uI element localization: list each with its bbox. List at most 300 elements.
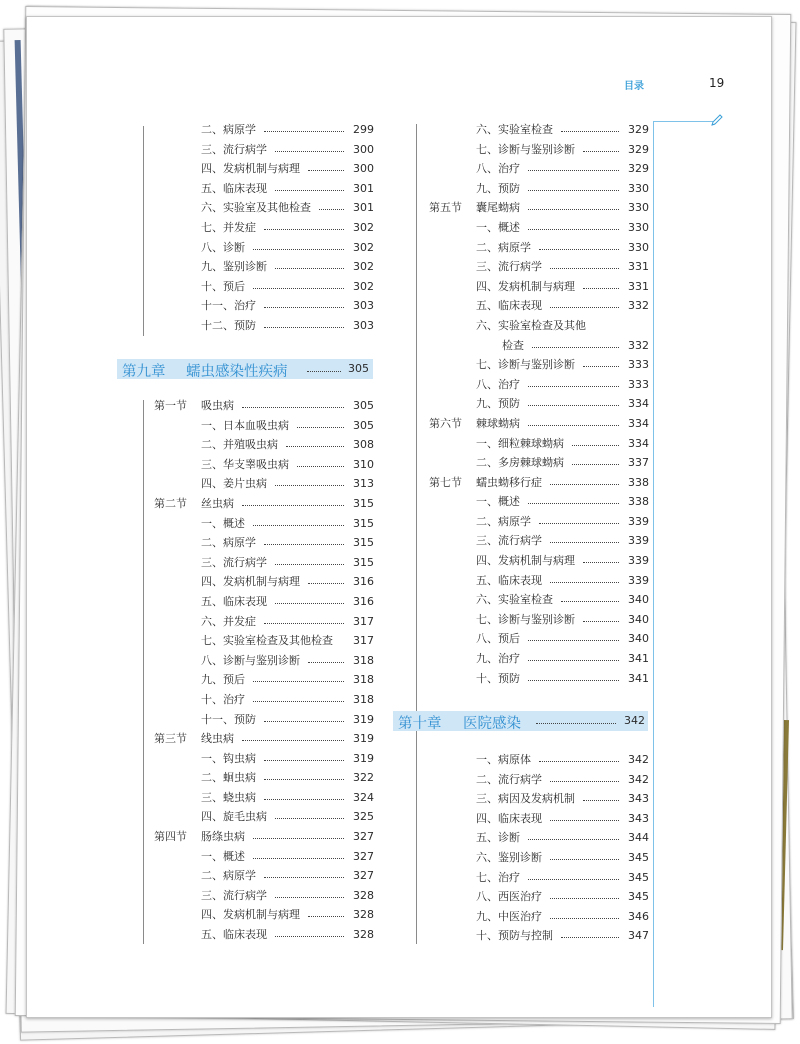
chapter-heading[interactable] bbox=[393, 711, 648, 731]
entry-title: 五、临床表现 bbox=[201, 181, 267, 195]
entry-title: 二、病原学 bbox=[476, 240, 531, 254]
toc-entry-row[interactable] bbox=[154, 925, 374, 945]
dot-leader bbox=[528, 405, 619, 406]
toc-entry-row[interactable] bbox=[154, 277, 374, 297]
toc-entry-row[interactable] bbox=[154, 768, 374, 788]
dot-leader bbox=[528, 839, 619, 840]
dot-leader bbox=[264, 779, 344, 780]
entry-title: 一、概述 bbox=[476, 495, 520, 509]
entry-title: 三、流行病学 bbox=[476, 260, 542, 274]
chapter-title: 医院感染 bbox=[463, 716, 521, 732]
dot-leader bbox=[319, 209, 344, 210]
entry-page: 319 bbox=[353, 751, 374, 765]
entry-title: 一、概述 bbox=[476, 220, 520, 234]
toc-entry-row[interactable] bbox=[429, 907, 649, 927]
entry-page: 316 bbox=[353, 594, 374, 608]
toc-entry-row[interactable] bbox=[429, 336, 649, 356]
entry-title: 二、多房棘球蚴病 bbox=[476, 456, 564, 470]
dot-leader bbox=[308, 916, 344, 917]
chapter-page: 305 bbox=[348, 362, 369, 375]
entry-page: 301 bbox=[353, 201, 374, 215]
entry-title: 二、并殖吸虫病 bbox=[201, 438, 278, 452]
toc-entry-row[interactable] bbox=[154, 651, 374, 671]
entry-title: 八、西医治疗 bbox=[476, 890, 542, 904]
toc-list-right-top bbox=[429, 120, 649, 688]
section-number: 第四节 bbox=[154, 830, 187, 844]
toc-section-row[interactable] bbox=[154, 729, 374, 749]
entry-title: 一、细粒棘球蚴病 bbox=[476, 436, 564, 450]
dot-leader bbox=[583, 288, 619, 289]
entry-title: 二、蛔虫病 bbox=[201, 771, 256, 785]
entry-page: 333 bbox=[628, 377, 649, 391]
entry-title: 一、钩虫病 bbox=[201, 751, 256, 765]
dot-leader bbox=[550, 307, 619, 308]
toc-entry-row[interactable] bbox=[429, 887, 649, 907]
section-number: 第二节 bbox=[154, 496, 187, 510]
entry-title: 八、诊断与鉴别诊断 bbox=[201, 653, 300, 667]
toc-entry-row[interactable] bbox=[154, 455, 374, 475]
entry-page: 340 bbox=[628, 593, 649, 607]
entry-title: 二、病原学 bbox=[201, 536, 256, 550]
entry-title: 四、旋毛虫病 bbox=[201, 810, 267, 824]
entry-page: 346 bbox=[628, 909, 649, 923]
entry-title: 三、蛲虫病 bbox=[201, 790, 256, 804]
dot-leader bbox=[275, 564, 344, 565]
entry-page: 339 bbox=[628, 554, 649, 568]
entry-page: 339 bbox=[628, 534, 649, 548]
entry-page: 317 bbox=[353, 614, 374, 628]
entry-page: 302 bbox=[353, 260, 374, 274]
dot-leader bbox=[583, 366, 619, 367]
toc-list-left-top bbox=[154, 120, 374, 336]
entry-page: 339 bbox=[628, 573, 649, 587]
chapter-number: 第九章 bbox=[122, 364, 166, 380]
toc-entry-row[interactable] bbox=[429, 218, 649, 238]
toc-entry-row[interactable] bbox=[154, 553, 374, 573]
entry-title: 囊尾蚴病 bbox=[476, 201, 520, 215]
entry-page: 303 bbox=[353, 318, 374, 332]
toc-entry-row[interactable] bbox=[429, 512, 649, 532]
entry-page: 327 bbox=[353, 849, 374, 863]
dot-leader bbox=[242, 407, 344, 408]
entry-page: 315 bbox=[353, 516, 374, 530]
section-number: 第五节 bbox=[429, 201, 462, 215]
toc-entry-row[interactable] bbox=[154, 847, 374, 867]
entry-title: 四、发病机制与病理 bbox=[201, 908, 300, 922]
pencil-icon bbox=[710, 113, 724, 127]
dot-leader bbox=[528, 386, 619, 387]
entry-page: 344 bbox=[628, 831, 649, 845]
entry-title: 检查 bbox=[502, 338, 524, 352]
dot-leader bbox=[275, 268, 344, 269]
entry-title: 七、实验室检查及其他检查 bbox=[201, 634, 333, 648]
toc-entry-row[interactable] bbox=[429, 750, 649, 770]
toc-entry-row[interactable] bbox=[429, 669, 649, 689]
entry-title: 十、预防与控制 bbox=[476, 929, 553, 943]
entry-title: 八、治疗 bbox=[476, 377, 520, 391]
entry-title: 五、临床表现 bbox=[476, 299, 542, 313]
toc-entry-row[interactable] bbox=[429, 551, 649, 571]
entry-page: 341 bbox=[628, 652, 649, 666]
entry-title: 四、发病机制与病理 bbox=[201, 575, 300, 589]
dot-leader bbox=[264, 229, 344, 230]
dot-leader bbox=[550, 268, 619, 269]
toc-entry-row[interactable] bbox=[429, 375, 649, 395]
entry-title: 丝虫病 bbox=[201, 496, 234, 510]
toc-entry-row[interactable] bbox=[154, 690, 374, 710]
toc-entry-row[interactable] bbox=[429, 296, 649, 316]
entry-title: 七、并发症 bbox=[201, 220, 256, 234]
running-header-title: 目录 bbox=[624, 81, 644, 92]
dot-leader bbox=[550, 820, 619, 821]
entry-title: 四、发病机制与病理 bbox=[476, 279, 575, 293]
entry-page: 302 bbox=[353, 220, 374, 234]
entry-title: 肠绦虫病 bbox=[201, 830, 245, 844]
entry-page: 315 bbox=[353, 496, 374, 510]
chapter-page: 342 bbox=[624, 714, 645, 727]
toc-page bbox=[26, 16, 772, 1018]
entry-title: 七、诊断与鉴别诊断 bbox=[476, 142, 575, 156]
toc-entry-row[interactable] bbox=[154, 533, 374, 553]
dot-leader bbox=[561, 601, 619, 602]
toc-entry-row[interactable] bbox=[429, 926, 649, 946]
toc-entry-row[interactable] bbox=[429, 809, 649, 829]
toc-entry-row[interactable] bbox=[429, 257, 649, 277]
entry-page: 327 bbox=[353, 830, 374, 844]
toc-entry-row[interactable] bbox=[154, 710, 374, 730]
entry-page: 333 bbox=[628, 358, 649, 372]
toc-entry-row[interactable] bbox=[154, 788, 374, 808]
dot-leader bbox=[536, 723, 616, 724]
entry-page: 324 bbox=[353, 790, 374, 804]
entry-page: 322 bbox=[353, 771, 374, 785]
toc-list-right-bottom bbox=[429, 750, 649, 946]
toc-entry-row[interactable] bbox=[154, 886, 374, 906]
entry-title: 十一、预防 bbox=[201, 712, 256, 726]
toc-entry-row[interactable] bbox=[154, 296, 374, 316]
toc-entry-row[interactable] bbox=[154, 514, 374, 534]
toc-section-row[interactable] bbox=[429, 198, 649, 218]
guide-line-horizontal bbox=[653, 121, 713, 122]
toc-entry-row[interactable] bbox=[429, 868, 649, 888]
column-rule bbox=[143, 400, 144, 944]
entry-title: 九、治疗 bbox=[476, 652, 520, 666]
entry-title: 蠕虫蚴移行症 bbox=[476, 475, 542, 489]
entry-page: 305 bbox=[353, 399, 374, 412]
entry-page: 319 bbox=[353, 732, 374, 746]
dot-leader bbox=[583, 151, 619, 152]
dot-leader bbox=[539, 761, 619, 762]
toc-list-left-bottom bbox=[154, 396, 374, 945]
dot-leader bbox=[253, 858, 344, 859]
dot-leader bbox=[275, 818, 344, 819]
dot-leader bbox=[528, 190, 619, 191]
dot-leader bbox=[264, 799, 344, 800]
entry-title: 一、病原体 bbox=[476, 753, 531, 766]
dot-leader bbox=[275, 151, 344, 152]
toc-entry-row[interactable] bbox=[429, 531, 649, 551]
section-number: 第六节 bbox=[429, 416, 462, 430]
entry-page: 299 bbox=[353, 123, 374, 136]
entry-page: 331 bbox=[628, 260, 649, 274]
entry-page: 332 bbox=[628, 338, 649, 352]
dot-leader bbox=[264, 327, 344, 328]
toc-entry-row[interactable] bbox=[429, 649, 649, 669]
entry-title: 三、流行病学 bbox=[201, 888, 267, 902]
chapter-number: 第十章 bbox=[398, 716, 442, 732]
entry-title: 三、流行病学 bbox=[201, 142, 267, 156]
toc-entry-row[interactable] bbox=[154, 866, 374, 886]
entry-page: 329 bbox=[628, 142, 649, 156]
entry-page: 347 bbox=[628, 929, 649, 943]
toc-entry-row[interactable] bbox=[154, 316, 374, 336]
entry-title: 七、治疗 bbox=[476, 870, 520, 884]
entry-title: 六、实验室检查 bbox=[476, 593, 553, 607]
entry-title: 十、治疗 bbox=[201, 692, 245, 706]
dot-leader bbox=[528, 170, 619, 171]
toc-entry-row[interactable] bbox=[429, 629, 649, 649]
dot-leader bbox=[253, 525, 344, 526]
entry-title: 一、日本血吸虫病 bbox=[201, 418, 289, 432]
entry-title: 九、预防 bbox=[476, 181, 520, 195]
dot-leader bbox=[583, 621, 619, 622]
entry-title: 十二、预防 bbox=[201, 318, 256, 332]
entry-title: 三、流行病学 bbox=[201, 555, 267, 569]
entry-page: 328 bbox=[353, 928, 374, 942]
toc-entry-row[interactable] bbox=[429, 355, 649, 375]
entry-page: 330 bbox=[628, 220, 649, 234]
entry-title: 九、预后 bbox=[201, 673, 245, 687]
entry-page: 316 bbox=[353, 575, 374, 589]
toc-entry-row[interactable] bbox=[154, 592, 374, 612]
toc-entry-row[interactable] bbox=[429, 590, 649, 610]
entry-title: 三、华支睾吸虫病 bbox=[201, 457, 289, 471]
toc-section-row[interactable] bbox=[429, 473, 649, 493]
toc-entry-row[interactable] bbox=[154, 807, 374, 827]
dot-leader bbox=[550, 542, 619, 543]
toc-entry-row[interactable] bbox=[429, 610, 649, 630]
toc-entry-row[interactable] bbox=[429, 848, 649, 868]
entry-page: 330 bbox=[628, 240, 649, 254]
entry-page: 329 bbox=[628, 162, 649, 176]
toc-entry-row[interactable] bbox=[154, 612, 374, 632]
entry-title: 一、概述 bbox=[201, 516, 245, 530]
toc-entry-row[interactable] bbox=[154, 257, 374, 277]
entry-title: 四、姜片虫病 bbox=[201, 477, 267, 491]
entry-page: 319 bbox=[353, 712, 374, 726]
entry-page: 300 bbox=[353, 162, 374, 176]
dot-leader bbox=[572, 445, 619, 446]
entry-title: 二、病原学 bbox=[201, 123, 256, 136]
entry-page: 342 bbox=[628, 753, 649, 766]
dot-leader bbox=[550, 918, 619, 919]
entry-page: 300 bbox=[353, 142, 374, 156]
entry-title: 二、病原学 bbox=[476, 514, 531, 528]
dot-leader bbox=[308, 583, 344, 584]
dot-leader bbox=[583, 562, 619, 563]
entry-page: 302 bbox=[353, 240, 374, 254]
entry-title: 十、预防 bbox=[476, 671, 520, 685]
dot-leader bbox=[550, 484, 619, 485]
toc-entry-row[interactable] bbox=[154, 631, 374, 651]
entry-title: 九、中医治疗 bbox=[476, 909, 542, 923]
entry-page: 330 bbox=[628, 181, 649, 195]
entry-title: 一、概述 bbox=[201, 849, 245, 863]
entry-page: 337 bbox=[628, 456, 649, 470]
entry-title: 三、流行病学 bbox=[476, 534, 542, 548]
entry-page: 308 bbox=[353, 438, 374, 452]
toc-section-row[interactable] bbox=[154, 494, 374, 514]
dot-leader bbox=[275, 190, 344, 191]
dot-leader bbox=[583, 800, 619, 801]
toc-entry-row[interactable] bbox=[154, 905, 374, 925]
entry-page: 338 bbox=[628, 475, 649, 489]
dot-leader bbox=[528, 660, 619, 661]
entry-title: 八、诊断 bbox=[201, 240, 245, 254]
entry-page: 345 bbox=[628, 870, 649, 884]
dot-leader bbox=[264, 721, 344, 722]
entry-page: 341 bbox=[628, 671, 649, 685]
entry-page: 329 bbox=[628, 123, 649, 136]
entry-title: 二、病原学 bbox=[201, 869, 256, 883]
toc-entry-row[interactable] bbox=[429, 316, 649, 336]
dot-leader bbox=[539, 249, 619, 250]
dot-leader bbox=[253, 701, 344, 702]
entry-page: 318 bbox=[353, 692, 374, 706]
entry-page: 328 bbox=[353, 888, 374, 902]
entry-page: 305 bbox=[353, 418, 374, 432]
entry-page: 330 bbox=[628, 201, 649, 215]
dot-leader bbox=[532, 347, 619, 348]
entry-title: 四、临床表现 bbox=[476, 811, 542, 825]
toc-entry-row[interactable] bbox=[154, 218, 374, 238]
dot-leader bbox=[308, 662, 344, 663]
dot-leader bbox=[528, 503, 619, 504]
entry-page: 315 bbox=[353, 555, 374, 569]
entry-title: 九、鉴别诊断 bbox=[201, 260, 267, 274]
toc-entry-row[interactable] bbox=[154, 179, 374, 199]
dot-leader bbox=[264, 131, 344, 132]
entry-title: 四、发病机制与病理 bbox=[476, 554, 575, 568]
entry-title: 十、预后 bbox=[201, 279, 245, 293]
chapter-heading[interactable] bbox=[117, 359, 373, 379]
entry-page: 345 bbox=[628, 890, 649, 904]
guide-line-vertical bbox=[653, 121, 654, 1007]
dot-leader bbox=[275, 936, 344, 937]
entry-page: 327 bbox=[353, 869, 374, 883]
entry-title: 四、发病机制与病理 bbox=[201, 162, 300, 176]
entry-title: 六、实验室检查及其他 bbox=[476, 318, 586, 332]
toc-entry-row[interactable] bbox=[429, 159, 649, 179]
entry-page: 339 bbox=[628, 514, 649, 528]
toc-entry-row[interactable] bbox=[154, 572, 374, 592]
toc-section-row[interactable] bbox=[154, 396, 374, 416]
entry-page: 328 bbox=[353, 908, 374, 922]
entry-title: 吸虫病 bbox=[201, 399, 234, 412]
section-number: 第一节 bbox=[154, 399, 187, 412]
entry-page: 338 bbox=[628, 495, 649, 509]
toc-entry-row[interactable] bbox=[429, 828, 649, 848]
toc-entry-row[interactable] bbox=[154, 238, 374, 258]
entry-page: 318 bbox=[353, 653, 374, 667]
entry-title: 六、实验室检查 bbox=[476, 123, 553, 136]
toc-entry-row[interactable] bbox=[429, 140, 649, 160]
dot-leader bbox=[253, 838, 344, 839]
dot-leader bbox=[528, 425, 619, 426]
toc-entry-row[interactable] bbox=[429, 492, 649, 512]
dot-leader bbox=[308, 170, 344, 171]
entry-title: 五、临床表现 bbox=[201, 594, 267, 608]
toc-entry-row[interactable] bbox=[154, 120, 374, 140]
toc-entry-row[interactable] bbox=[154, 159, 374, 179]
toc-entry-row[interactable] bbox=[154, 416, 374, 436]
entry-page: 302 bbox=[353, 279, 374, 293]
entry-page: 317 bbox=[353, 634, 374, 648]
toc-entry-row[interactable] bbox=[429, 120, 649, 140]
dot-leader bbox=[561, 131, 619, 132]
entry-page: 334 bbox=[628, 436, 649, 450]
dot-leader bbox=[275, 485, 344, 486]
dot-leader bbox=[561, 937, 619, 938]
entry-title: 二、流行病学 bbox=[476, 772, 542, 786]
entry-title: 九、预防 bbox=[476, 397, 520, 411]
toc-entry-row[interactable] bbox=[154, 670, 374, 690]
toc-entry-row[interactable] bbox=[154, 749, 374, 769]
dot-leader bbox=[528, 879, 619, 880]
toc-entry-row[interactable] bbox=[154, 474, 374, 494]
section-number: 第七节 bbox=[429, 475, 462, 489]
toc-entry-row[interactable] bbox=[429, 453, 649, 473]
dot-leader bbox=[264, 544, 344, 545]
toc-entry-row[interactable] bbox=[429, 394, 649, 414]
toc-entry-row[interactable] bbox=[429, 434, 649, 454]
dot-leader bbox=[242, 740, 344, 741]
toc-entry-row[interactable] bbox=[429, 277, 649, 297]
toc-section-row[interactable] bbox=[429, 414, 649, 434]
toc-entry-row[interactable] bbox=[154, 198, 374, 218]
entry-page: 325 bbox=[353, 810, 374, 824]
column-rule bbox=[143, 126, 144, 336]
entry-title: 八、治疗 bbox=[476, 162, 520, 176]
dot-leader bbox=[286, 446, 344, 447]
entry-page: 342 bbox=[628, 772, 649, 786]
entry-title: 五、诊断 bbox=[476, 831, 520, 845]
toc-entry-row[interactable] bbox=[429, 179, 649, 199]
dot-leader bbox=[264, 877, 344, 878]
toc-entry-row[interactable] bbox=[429, 770, 649, 790]
toc-section-row[interactable] bbox=[154, 827, 374, 847]
entry-title: 七、诊断与鉴别诊断 bbox=[476, 612, 575, 626]
toc-entry-row[interactable] bbox=[154, 140, 374, 160]
dot-leader bbox=[307, 371, 341, 372]
toc-entry-row[interactable] bbox=[429, 789, 649, 809]
toc-entry-row[interactable] bbox=[429, 571, 649, 591]
entry-title: 七、诊断与鉴别诊断 bbox=[476, 358, 575, 372]
toc-entry-row[interactable] bbox=[429, 238, 649, 258]
entry-page: 331 bbox=[628, 279, 649, 293]
entry-title: 六、实验室及其他检查 bbox=[201, 201, 311, 215]
entry-page: 332 bbox=[628, 299, 649, 313]
entry-page: 343 bbox=[628, 792, 649, 806]
entry-page: 343 bbox=[628, 811, 649, 825]
dot-leader bbox=[297, 427, 344, 428]
toc-entry-row[interactable] bbox=[154, 435, 374, 455]
dot-leader bbox=[253, 681, 344, 682]
dot-leader bbox=[528, 680, 619, 681]
dot-leader bbox=[528, 209, 619, 210]
entry-title: 六、并发症 bbox=[201, 614, 256, 628]
dot-leader bbox=[550, 859, 619, 860]
